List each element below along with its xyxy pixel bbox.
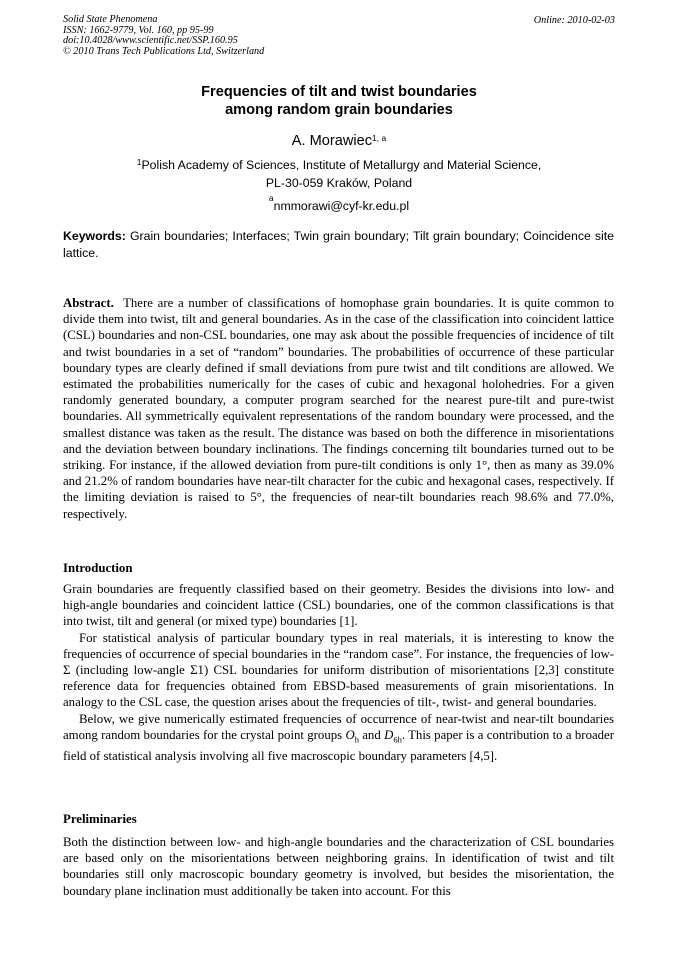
keywords-text: Grain boundaries; Interfaces; Twin grain boundary; Tilt grain boundary; Coincidence site lattice. xyxy=(63,229,615,260)
abstract-text: There are a number of classifications of homophase grain boundaries. It is quite common to divide them into twist, tilt and general boundaries. As in the case of the classification into coincident lattice (CSL) boundaries and non-CSL boundaries, one may ask about the possible frequencies of incidence of tilt and twist boundaries in a set of “random” boundaries. The probabilities of occurrence of these particular boundary types are clearly defined if small deviations from pure twist and tilt conditions are allowed. We estimated the probabilities numerically for the cases of cubic and hexagonal holohedries. For a given randomly generated boundary, a computer program searched for the nearest pure-tilt and pure-twist boundaries. All symmetrically equivalent representations of the random boundary were processed, and the smallest distance was taken as the result. The distance was based on both the difference in misorientations and the deviation between boundary inclinations. The findings concerning tilt boundaries turned out to be striking. For instance, if the allowed deviation from pure-tilt conditions is only 1°, then as many as 39.0% and 21.2% of random boundaries have near-tilt character for the cubic and hexagonal cases, respectively. If the limiting deviation is raised to 5°, the frequencies of near-tilt boundaries reach 98.6% and 77.0%, respectively. xyxy=(63,296,615,521)
paper-title xyxy=(0,83,678,119)
abstract xyxy=(63,295,614,522)
journal-name: Solid State Phenomena xyxy=(63,14,158,25)
author-superscript: 1, a xyxy=(372,133,387,143)
point-group-oh-sub: h xyxy=(354,734,359,745)
copyright-line: © 2010 Trans Tech Publications Ltd, Switzerland xyxy=(63,45,265,57)
affiliation-line-2: PL-30-059 Kraków, Poland xyxy=(265,175,413,190)
online-date: Online: 2010-02-03 xyxy=(533,15,615,26)
point-group-d6h: D xyxy=(384,727,394,742)
affiliation xyxy=(0,157,678,191)
preliminaries-body xyxy=(63,834,614,899)
title-line-2: among random grain boundaries xyxy=(225,102,453,118)
doi-line: doi:10.4028/www.scientific.net/SSP.160.95 xyxy=(63,35,238,47)
issn-line: ISSN: 1662-9779, Vol. 160, pp 95-99 xyxy=(63,24,214,36)
abstract-label: Abstract. xyxy=(63,296,114,310)
email-superscript: a xyxy=(268,193,274,203)
journal-header xyxy=(63,15,264,57)
point-group-d6h-sub: 6h xyxy=(393,734,402,745)
preliminaries-paragraph-1: Both the distinction between low- and high-angle boundaries and the characterization of CSL boundaries are based only on the misorientations between neighboring grains. In identification of twist and tilt boundaries still only macroscopic boundary geometry is involved, but besides the misorientation, the boundary plane inclination must additionally be taken into account. For this xyxy=(63,835,614,898)
author-name: A. Morawiec xyxy=(291,133,373,149)
affiliation-superscript: 1 xyxy=(136,157,142,167)
author-line xyxy=(0,132,678,151)
introduction-paragraph-2: For statistical analysis of particular boundary types in real materials, it is interesting to know the frequencies of occurrence of special boundaries in the “random case”. For instance, the frequencies of low-Σ (including low-angle Σ1) CSL boundaries for uniform distribution of misorientations [2,3] constitute reference data for frequencies obtained from EBSD-based measurements of grain misorientations. In analogy to the CSL case, the question arises about the frequencies of tilt-, twist- and general boundaries. xyxy=(63,630,614,710)
introduction-paragraph-1: Grain boundaries are frequently classified based on their geometry. Besides the divisions into low- and high-angle boundaries and coincident lattice (CSL) boundaries, one of the common classifications is that into twist, tilt and general (or mixed type) boundaries [1]. xyxy=(63,582,614,629)
author-email xyxy=(0,194,678,214)
preliminaries-heading: Preliminaries xyxy=(63,812,137,826)
title-line-1: Frequencies of tilt and twist boundaries xyxy=(201,84,477,100)
email-address: nmmorawi@cyf-kr.edu.pl xyxy=(273,199,410,214)
keywords xyxy=(63,228,614,261)
paragraph-3-part-b: . This paper is a contribution to a broader field of statistical analysis involving all five macroscopic boundary parameters [4,5]. xyxy=(63,727,614,763)
introduction-heading: Introduction xyxy=(63,561,133,575)
affiliation-line-1: Polish Academy of Sciences, Institute of Metallurgy and Material Science, xyxy=(141,158,542,172)
introduction-body xyxy=(63,581,614,764)
introduction-paragraph-3 xyxy=(63,711,614,764)
point-group-oh: O xyxy=(345,727,355,742)
paragraph-3-part-a: Below, we give numerically estimated frequencies of occurrence of near-twist and near-tilt boundaries among random boundaries for the crystal point groups xyxy=(63,711,614,742)
paragraph-3-and: and xyxy=(358,727,385,742)
keywords-label: Keywords: xyxy=(63,229,126,243)
